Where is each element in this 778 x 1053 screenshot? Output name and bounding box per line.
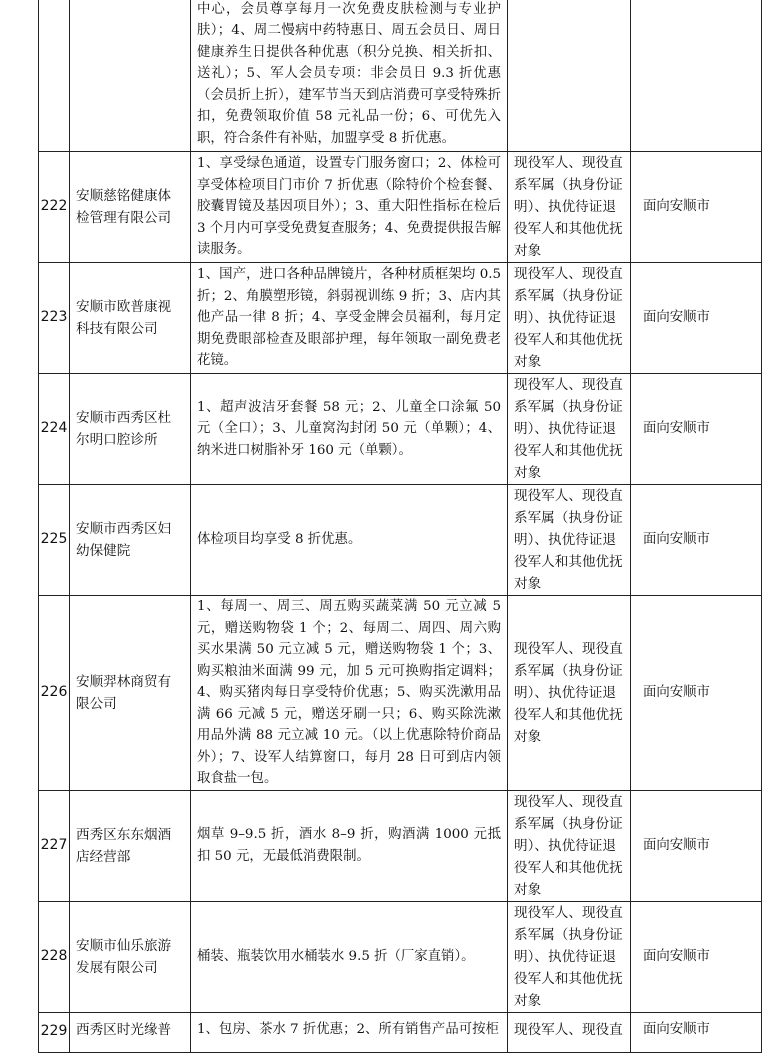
benefit-content: 1、国产，进口各种品牌镜片，各种材质框架均 0.5 折；2、角膜塑形镜，斜弱视训练 9 折；3、店内其他产品一律 8 折；4、享受金牌会员福利，每月定期免费眼部检查及眼部护理，每年领取一副免费老花镜。 — [191, 263, 508, 374]
service-area: 面向安顺市 — [631, 263, 762, 374]
service-area: 面向安顺市 — [631, 1012, 762, 1052]
table-row — [39, 263, 762, 374]
benefit-content: 中心，会员尊享每月一次免费皮肤检测与专业护肤）；4、周二慢病中药特惠日、周五会员日、周日健康养生日提供各种优惠（积分兑换、相关折扣、送礼）；5、军人会员专项：非会员日 9.3 折优惠（会员折上折），建军节当天到店消费可享受特殊折扣，免费领取价值 58 元礼品一份；6、可优先入职，符合条件有补贴，加盟享受 8 折优惠。 — [191, 0, 508, 152]
benefit-content: 烟草 9–9.5 折，酒水 8–9 折，购酒满 1000 元抵扣 50 元，无最低消费限制。 — [191, 790, 508, 901]
row-number: 229 — [39, 1012, 70, 1052]
target-group: 现役军人、现役直系军属（执身份证明）、执优待证退役军人和其他优抚对象 — [508, 263, 631, 374]
target-group: 现役军人、现役直系军属（执身份证明）、执优待证退役军人和其他优抚对象 — [508, 485, 631, 596]
benefit-content: 桶装、瓶装饮用水桶装水 9.5 折（厂家直销）。 — [191, 901, 508, 1012]
service-area: 面向安顺市 — [631, 901, 762, 1012]
service-area: 面向安顺市 — [631, 790, 762, 901]
benefit-content: 体检项目均享受 8 折优惠。 — [191, 485, 508, 596]
merchant-name: 安顺市西秀区妇幼保健院 — [70, 485, 191, 596]
row-number: 226 — [39, 596, 70, 791]
merchant-name: 西秀区时光缘普 — [70, 1012, 191, 1052]
target-group: 现役军人、现役直系军属（执身份证明）、执优待证退役军人和其他优抚对象 — [508, 596, 631, 791]
merchant-name — [70, 0, 191, 152]
service-area: 面向安顺市 — [631, 596, 762, 791]
table-row — [39, 0, 762, 152]
service-area — [631, 0, 762, 152]
row-number: 227 — [39, 790, 70, 901]
row-number: 223 — [39, 263, 70, 374]
table-row — [39, 1012, 762, 1052]
row-number: 228 — [39, 901, 70, 1012]
target-group: 现役军人、现役直 — [508, 1012, 631, 1052]
table-row — [39, 790, 762, 901]
row-number: 225 — [39, 485, 70, 596]
merchant-name: 安顺羿林商贸有限公司 — [70, 596, 191, 791]
target-group: 现役军人、现役直系军属（执身份证明）、执优待证退役军人和其他优抚对象 — [508, 374, 631, 485]
merchant-name: 安顺市西秀区杜尔明口腔诊所 — [70, 374, 191, 485]
benefit-content: 1、享受绿色通道，设置专门服务窗口；2、体检可享受体检项目门市价 7 折优惠（除特价个检套餐、胶囊胃镜及基因项目外）；3、重大阳性指标在检后 3 个月内可享受免费复查服务；4、免费提供报告解读服务。 — [191, 152, 508, 263]
service-area: 面向安顺市 — [631, 485, 762, 596]
table-row — [39, 596, 762, 791]
target-group: 现役军人、现役直系军属（执身份证明）、执优待证退役军人和其他优抚对象 — [508, 790, 631, 901]
row-number — [39, 0, 70, 152]
row-number: 224 — [39, 374, 70, 485]
service-area: 面向安顺市 — [631, 374, 762, 485]
benefits-table — [38, 0, 762, 1053]
target-group: 现役军人、现役直系军属（执身份证明）、执优待证退役军人和其他优抚对象 — [508, 152, 631, 263]
merchant-name: 西秀区东东烟酒店经营部 — [70, 790, 191, 901]
target-group: 现役军人、现役直系军属（执身份证明）、执优待证退役军人和其他优抚对象 — [508, 901, 631, 1012]
benefit-content: 1、超声波洁牙套餐 58 元；2、儿童全口涂氟 50 元（全口）；3、儿童窝沟封闭 50 元（单颗）；4、纳米进口树脂补牙 160 元（单颗）。 — [191, 374, 508, 485]
merchant-name: 安顺市仙乐旅游发展有限公司 — [70, 901, 191, 1012]
merchant-name: 安顺市欧普康视科技有限公司 — [70, 263, 191, 374]
table-row — [39, 901, 762, 1012]
row-number: 222 — [39, 152, 70, 263]
table-row — [39, 152, 762, 263]
target-group — [508, 0, 631, 152]
table-row — [39, 485, 762, 596]
service-area: 面向安顺市 — [631, 152, 762, 263]
merchant-name: 安顺慈铭健康体检管理有限公司 — [70, 152, 191, 263]
table-row — [39, 374, 762, 485]
benefit-content: 1、每周一、周三、周五购买蔬菜满 50 元立减 5 元，赠送购物袋 1 个；2、每周二、周四、周六购买水果满 50 元立减 5 元，赠送购物袋 1 个；3、购买粮油米面满 99 元，加 5 元可换购指定调料；4、购买猪肉每日享受特价优惠；5、购买洗漱用品满 66 元减 5 元，赠送牙刷一只；6、购买除洗漱用品外满 88 元立减 10 元。（以上优惠除特价商品外）；7、设军人结算窗口，每月 28 日可到店内领取食盐一包。 — [191, 596, 508, 791]
benefit-content: 1、包房、茶水 7 折优惠；2、所有销售产品可按柜 — [191, 1012, 508, 1052]
